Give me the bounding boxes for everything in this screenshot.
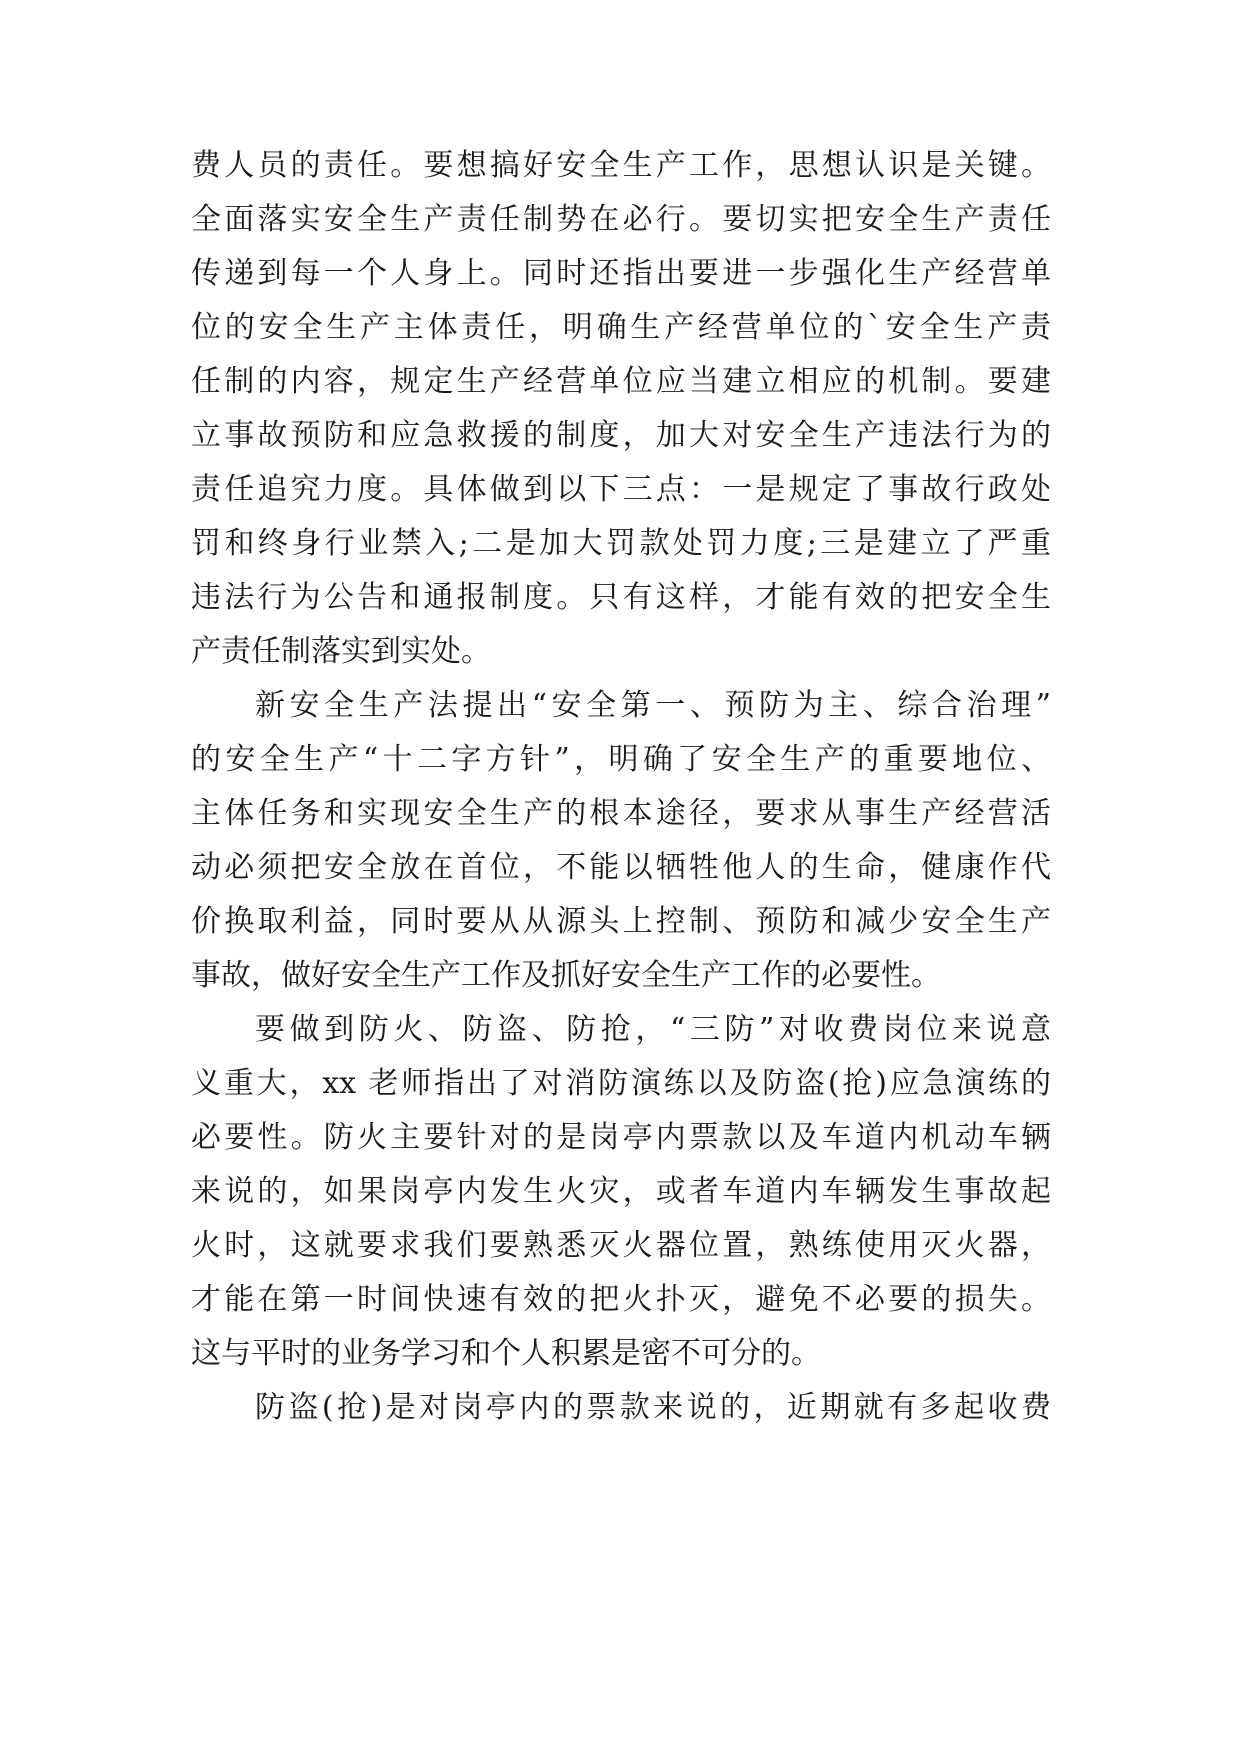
text-line-4: 位的安全生产主体责任，明确生产经营单位的`安全生产责 (191, 310, 1051, 345)
text-line-9: 违法行为公告和通报制度。只有这样，才能有效的把安全生 (191, 580, 1051, 615)
text-line-19: 必要性。防火主要针对的是岗亭内票款以及车道内机动车辆 (191, 1120, 1051, 1155)
text-line-15: 价换取利益，同时要从从源头上控制、预防和减少安全生产 (191, 904, 1051, 939)
text-line-14: 动必须把安全放在首位，不能以牺牲他人的生命，健康作代 (191, 850, 1051, 885)
text-line-3: 传递到每一个人身上。同时还指出要进一步强化生产经营单 (191, 256, 1051, 291)
text-line-24: 防盗(抢)是对岗亭内的票款来说的，近期就有多起收费 (255, 1390, 1051, 1425)
text-line-10: 产责任制落实到实处。 (191, 634, 491, 669)
text-line-5: 任制的内容，规定生产经营单位应当建立相应的机制。要建 (191, 364, 1051, 399)
text-line-12: 的安全生产“十二字方针”，明确了安全生产的重要地位、 (191, 742, 1051, 777)
text-line-1: 费人员的责任。要想搞好安全生产工作，思想认识是关键。 (191, 148, 1051, 183)
text-line-11: 新安全生产法提出“安全第一、预防为主、综合治理” (255, 688, 1051, 723)
text-line-20: 来说的，如果岗亭内发生火灾，或者车道内车辆发生事故起 (191, 1174, 1051, 1209)
text-line-23: 这与平时的业务学习和个人积累是密不可分的。 (191, 1336, 821, 1371)
text-line-21: 火时，这就要求我们要熟悉灭火器位置，熟练使用灭火器， (191, 1228, 1051, 1263)
text-line-22: 才能在第一时间快速有效的把火扑灭，避免不必要的损失。 (191, 1282, 1051, 1317)
text-line-2: 全面落实安全生产责任制势在必行。要切实把安全生产责任 (191, 202, 1051, 237)
text-line-6: 立事故预防和应急救援的制度，加大对安全生产违法行为的 (191, 418, 1051, 453)
text-line-8: 罚和终身行业禁入;二是加大罚款处罚力度;三是建立了严重 (191, 526, 1051, 561)
text-line-7: 责任追究力度。具体做到以下三点：一是规定了事故行政处 (191, 472, 1051, 507)
text-line-16: 事故，做好安全生产工作及抓好安全生产工作的必要性。 (191, 958, 941, 993)
text-line-18: 义重大，xx 老师指出了对消防演练以及防盗(抢)应急演练的 (191, 1066, 1051, 1101)
text-line-13: 主体任务和实现安全生产的根本途径，要求从事生产经营活 (191, 796, 1051, 831)
text-line-17: 要做到防火、防盗、防抢，“三防”对收费岗位来说意 (255, 1012, 1051, 1047)
